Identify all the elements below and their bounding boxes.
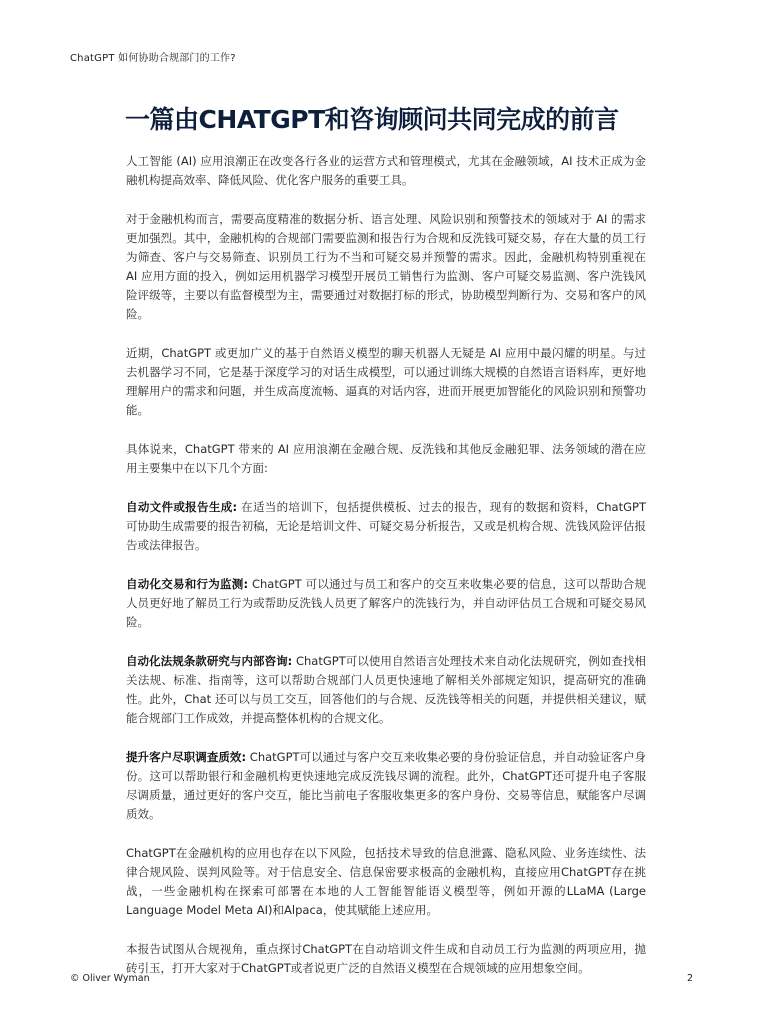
paragraph-report-generation <box>126 498 646 555</box>
paragraph-text: 在适当的培训下，包括提供模板、过去的报告，现有的数据和资料，ChatGPT 可协助生成需要的报告初稿，无论是培训文件、可疑交易分析报告，又或是机构合规、洗钱风险评估报告或法律报告。 <box>126 500 646 552</box>
paragraph-applications <box>126 440 646 478</box>
paragraph-due-diligence <box>126 748 646 824</box>
paragraph-risks <box>126 844 646 920</box>
page-title: 一篇由CHATGPT和咨询顾问共同完成的前言 <box>125 105 619 134</box>
paragraph-text: 人工智能 (AI) 应用浪潮正在改变各行各业的运营方式和管理模式，尤其在金融领域，AI 技术正成为金融机构提高效率、降低风险、优化客户服务的重要工具。 <box>126 154 646 187</box>
paragraph-text: ChatGPT在金融机构的应用也存在以下风险，包括技术导致的信息泄露、隐私风险、业务连续性、法律合规风险、误判风险等。对于信息安全、信息保密要求极高的金融机构，直接应用ChatGPT存在挑战，一些金融机构在探索可部署在本地的人工智能智能语义模型等，例如开源的LLaMA (Large Language Model Meta AI)和Alpaca，使其赋能上述应用。 <box>126 846 646 917</box>
paragraph-lead: 提升客户尽职调查质效: <box>126 750 247 764</box>
running-header: ChatGPT 如何协助合规部门的工作? <box>70 53 236 64</box>
paragraph-text: 近期，ChatGPT 或更加广义的基于自然语义模型的聊天机器人无疑是 AI 应用中最闪耀的明星。与过去机器学习不同，它是基于深度学习的对话生成模型，可以通过训练大规模的自然语言语料库，更好地理解用户的需求和问题，并生成高度流畅、逼真的对话内容，进而开展更加智能化的风险识别和预警功能。 <box>126 346 646 417</box>
paragraph-text: ChatGPT可以使用自然语言处理技术来自动化法规研究，例如查找相关法规、标准、指南等，这可以帮助合规部门人员更快速地了解相关外部规定知识，提高研究的准确性。此外，Chat 还可以与员工交互，回答他们的与合规、反洗钱等相关的问题，并提供相关建议，赋能合规部门工作成效，并提高整体机构的合规文化。 <box>126 654 646 725</box>
paragraph-chatgpt <box>126 344 646 420</box>
paragraph-monitoring <box>126 575 646 632</box>
paragraph-intro <box>126 152 646 190</box>
paragraph-lead: 自动化交易和行为监测: <box>126 577 249 591</box>
body-content <box>126 152 646 998</box>
paragraph-regulation-research <box>126 652 646 728</box>
paragraph-text: 对于金融机构而言，需要高度精准的数据分析、语言处理、风险识别和预警技术的领域对于 AI 的需求更加强烈。其中，金融机构的合规部门需要监测和报告行为合规和反洗钱可疑交易，存在大量的员工行为筛查、客户与交易筛查、识别员工行为不当和可疑交易并预警的需求。因此，金融机构特别重视在 AI 应用方面的投入，例如运用机器学习模型开展员工销售行为监测、客户可疑交易监测、客户洗钱风险评级等，主要以有监督模型为主，需要通过对数据打标的形式，协助模型判断行为、交易和客户的风险。 <box>126 212 646 321</box>
page-number: 2 <box>687 973 694 984</box>
paragraph-conclusion <box>126 940 646 978</box>
paragraph-text: ChatGPT 可以通过与员工和客户的交互来收集必要的信息，这可以帮助合规人员更好地了解员工行为或帮助反洗钱人员更了解客户的洗钱行为，并自动评估员工合规和可疑交易风险。 <box>126 577 646 629</box>
paragraph-lead: 自动化法规条款研究与内部咨询: <box>126 654 293 668</box>
paragraph-lead: 自动文件或报告生成: <box>126 500 238 514</box>
paragraph-text: ChatGPT可以通过与客户交互来收集必要的身份验证信息，并自动验证客户身份。这可以帮助银行和金融机构更快速地完成反洗钱尽调的流程。此外，ChatGPT还可提升电子客服尽调质量，通过更好的客户交互，能比当前电子客服收集更多的客户身份、交易等信息，赋能客户尽调质效。 <box>126 750 646 821</box>
paragraph-text: 本报告试图从合规视角，重点探讨ChatGPT在自动培训文件生成和自动员工行为监测的两项应用，抛砖引玉，打开大家对于ChatGPT或者说更广泛的自然语义模型在合规领域的应用想象空间。 <box>126 942 646 975</box>
paragraph-needs <box>126 210 646 324</box>
footer-copyright: © Oliver Wyman <box>70 973 150 984</box>
paragraph-text: 具体说来，ChatGPT 带来的 AI 应用浪潮在金融合规、反洗钱和其他反金融犯罪、法务领域的潜在应用主要集中在以下几个方面: <box>126 442 646 475</box>
